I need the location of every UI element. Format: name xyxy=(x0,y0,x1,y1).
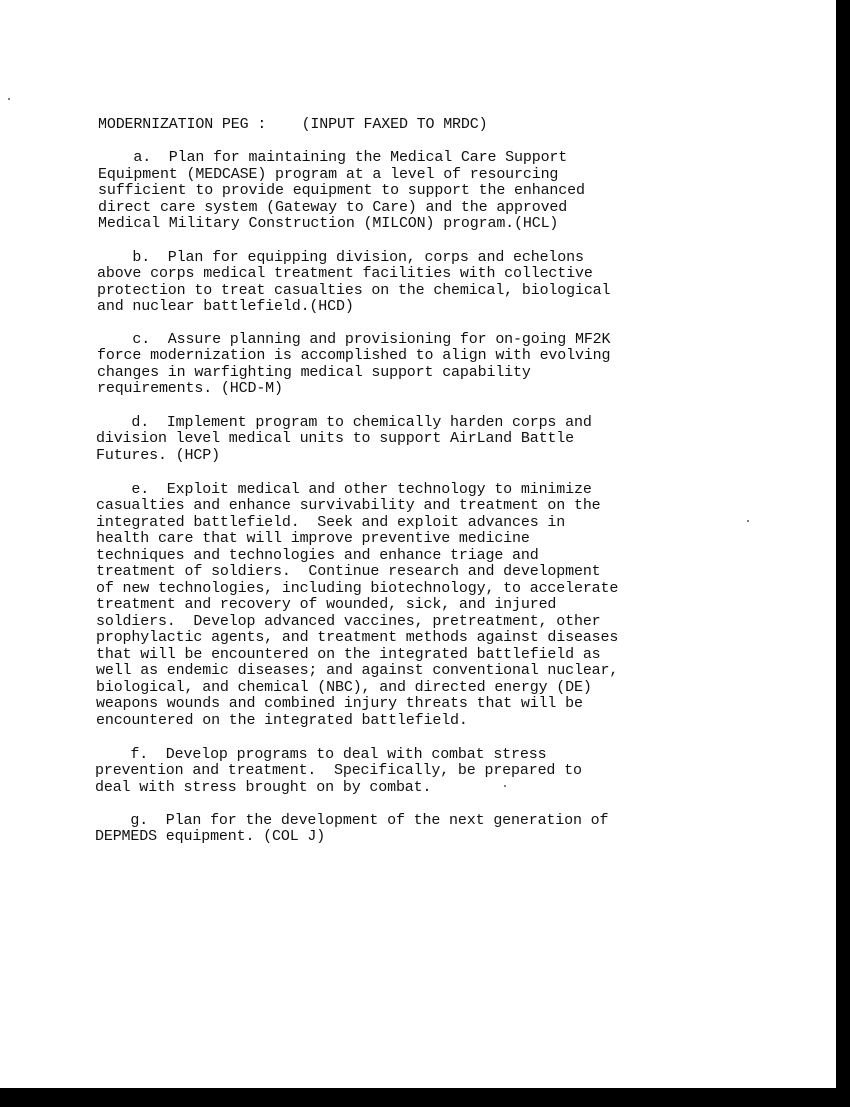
scan-speck xyxy=(8,98,10,100)
paragraph-e-line: biological, and chemical (NBC), and directed energy (DE) xyxy=(96,679,592,696)
paragraph-g-line: DEPMEDS equipment. (COL J) xyxy=(95,828,326,845)
paragraph-b-line: protection to treat casualties on the chemical, biological xyxy=(97,282,611,299)
paragraph-c-line: requirements. (HCD-M) xyxy=(97,380,283,397)
paragraph-e-line: casualties and enhance survivability and treatment on the xyxy=(96,497,601,514)
paragraph-a-line: direct care system (Gateway to Care) and the approved xyxy=(98,199,568,216)
paragraph-a-line: Medical Military Construction (MILCON) program.(HCL) xyxy=(98,215,559,232)
paragraph-a-line: sufficient to provide equipment to support the enhanced xyxy=(98,182,585,199)
paragraph-e-line: treatment of soldiers. Continue research and development xyxy=(96,563,601,580)
paragraph-e-line: of new technologies, including biotechnology, to accelerate xyxy=(96,580,619,597)
paragraph-e-line: well as endemic diseases; and against conventional nuclear, xyxy=(96,662,619,679)
paragraph-b-line: above corps medical treatment facilities with collective xyxy=(97,265,593,282)
scan-border-bottom xyxy=(0,1088,850,1107)
paragraph-c-line: force modernization is accomplished to align with evolving xyxy=(97,347,611,364)
paragraph-f-line: deal with stress brought on by combat. xyxy=(95,779,432,796)
paragraph-e-line: techniques and technologies and enhance triage and xyxy=(96,547,539,564)
paragraph-b-line: b. Plan for equipping division, corps and echelons xyxy=(97,249,584,266)
paragraph-c-line: c. Assure planning and provisioning for on-going MF2K xyxy=(97,331,611,348)
paragraph-e-line: health care that will improve preventive medicine xyxy=(96,530,530,547)
paragraph-e-line: encountered on the integrated battlefield. xyxy=(96,712,468,729)
paragraph-c-line: changes in warfighting medical support capability xyxy=(97,364,531,381)
paragraph-d-line: Futures. (HCP) xyxy=(96,447,220,464)
scan-border-right xyxy=(836,0,850,1107)
paragraph-g-line: g. Plan for the development of the next generation of xyxy=(95,812,609,829)
paragraph-e-line: treatment and recovery of wounded, sick, and injured xyxy=(96,596,557,613)
paragraph-d-line: division level medical units to support AirLand Battle xyxy=(96,430,574,447)
paragraph-e-line: that will be encountered on the integrated battlefield as xyxy=(96,646,601,663)
paragraph-f-line: prevention and treatment. Specifically, be prepared to xyxy=(95,762,582,779)
paragraph-e-line: integrated battlefield. Seek and exploit advances in xyxy=(96,514,566,531)
paragraph-a-line: a. Plan for maintaining the Medical Care Support xyxy=(98,149,568,166)
document-header: MODERNIZATION PEG : (INPUT FAXED TO MRDC) xyxy=(98,116,488,133)
paragraph-b-line: and nuclear battlefield.(HCD) xyxy=(97,298,354,315)
scan-speck xyxy=(747,520,749,522)
paragraph-e-line: soldiers. Develop advanced vaccines, pretreatment, other xyxy=(96,613,601,630)
paragraph-e-line: e. Exploit medical and other technology to minimize xyxy=(96,481,592,498)
scan-speck xyxy=(504,785,506,787)
paragraph-d-line: d. Implement program to chemically harden corps and xyxy=(96,414,592,431)
paragraph-e-line: weapons wounds and combined injury threats that will be xyxy=(96,695,583,712)
paragraph-e-line: prophylactic agents, and treatment methods against diseases xyxy=(96,629,619,646)
paragraph-f-line: f. Develop programs to deal with combat stress xyxy=(95,746,547,763)
paragraph-a-line: Equipment (MEDCASE) program at a level of resourcing xyxy=(98,166,559,183)
